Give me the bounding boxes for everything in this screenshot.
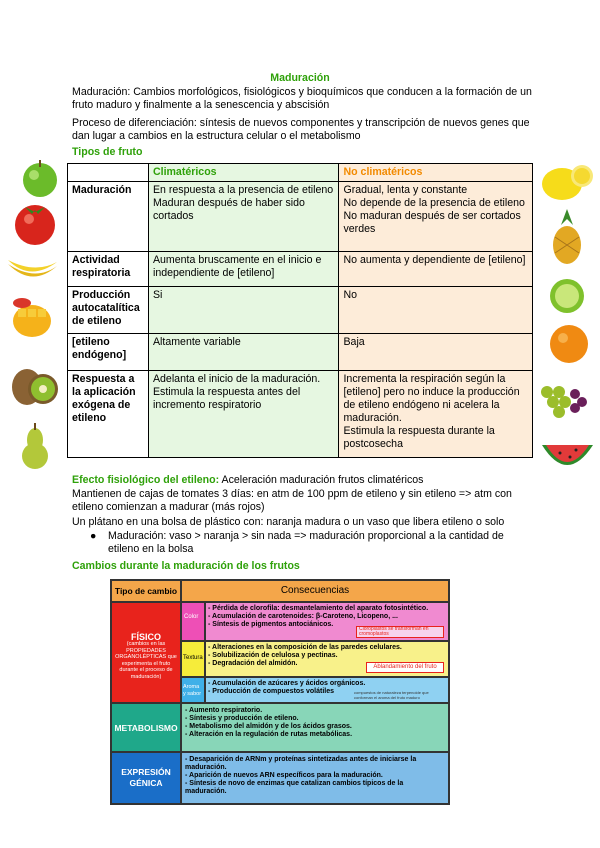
table-row [68,334,533,371]
bullet-icon: ● [90,530,97,542]
definition-paragraph: Maduración: Cambios morfológicos, fisiológicos y bioquímicos que conducen a la formación de un fruto maduro y finalmente a la senescencia y abscisión [72,86,532,111]
aroma-label: Aroma y sabor [181,677,205,703]
banana-icon [5,252,60,287]
expresion-consequences [181,752,449,804]
list-item: - Acumulación de carotenoides: β-Caroteno, Licopeno, ... [208,613,398,620]
lemon-icon [540,156,595,206]
climatericos-cell: Si [148,287,339,334]
climatericos-cell: Aumenta bruscamente en el inicio e independiente de [etileno] [148,252,339,287]
figure-consequences-header: Consecuencias [181,580,449,602]
metabolismo-consequences [181,703,449,752]
climatericos-header: Climatéricos [148,164,339,182]
no-climatericos-header: No climatéricos [339,164,533,182]
table-corner-cell [68,164,149,182]
pear-icon [15,420,55,470]
fisico-sublabel: (cambios en las PROPIEDADES ORGANOLÉPTICAS que experimenta el fruto durante el proceso de maduración) [115,641,177,680]
list-item: - Síntesis de pigmentos antociánicos. [208,621,334,628]
fruit-types-heading: Tipos de fruto [72,146,143,158]
color-label: Color [181,602,205,641]
changes-figure [110,579,450,805]
list-item: - Acumulación de azúcares y ácidos orgánicos. [208,680,366,687]
row-header: [etileno endógeno] [68,334,149,371]
metabolismo-label: METABOLISMO [111,703,181,752]
no-climatericos-cell: No [339,287,533,334]
fruit-types-table [67,163,533,458]
list-item: - Degradación del almidón. [208,660,298,667]
row-header: Respuesta a la aplicación exógena de etileno [68,371,149,458]
tomato-experiment-paragraph: Mantienen de cajas de tomates 3 días: en atm de 100 ppm de etileno y sin etileno => atm con etileno comienzan a madurar (más rojos) [72,488,512,513]
no-climatericos-cell: Incrementa la respiración según la [etileno] pero no induce la producción de etileno endógeno ni acelera la maduración. Estimula la respuesta durante la postcosecha [339,371,533,458]
watermelon-icon [540,435,595,475]
list-item: - Producción de compuestos volátiles [208,688,335,695]
grapes-icon [535,380,590,425]
figure-type-header: Tipo de cambio [111,580,181,602]
table-row [68,371,533,458]
list-item: - Solubilización de celulosa y pectinas. [208,652,338,659]
orange-icon [545,320,593,365]
kiwi-icon [10,365,60,410]
fisico-label: FÍSICO [130,632,161,642]
expresion-label: EXPRESIÓN GÉNICA [111,752,181,804]
mango-icon [8,295,56,343]
table-header-row [68,164,533,182]
climatericos-cell: Adelanta el inicio de la maduración. Estimula la respuesta antes del incremento respiratorio [148,371,339,458]
no-climatericos-cell: No aumenta y dependiente de [etileno] [339,252,533,287]
page-title: Maduración [270,72,330,84]
tomato-icon [10,198,60,248]
list-item: - Síntesis de novo de enzimas que catalizan cambios típicos de la maduración. [185,780,404,795]
ethylene-effect-paragraph [72,474,532,487]
apple-icon [18,158,63,198]
list-item: - Aumento respiratorio. [185,707,263,714]
lime-icon [545,272,590,317]
fisico-cell [111,602,181,703]
row-header: Maduración [68,182,149,252]
ethylene-effect-heading: Efecto fisiológico del etileno: [72,474,220,486]
textura-label: Textura [181,641,205,677]
climatericos-cell: En respuesta a la presencia de etileno Maduran después de haber sido cortados [148,182,339,252]
banana-experiment-paragraph: Un plátano en una bolsa de plástico con: naranja madura o un vaso que libera etileno o solo [72,516,505,528]
aroma-note: compuestos de naturaleza terpenoide que conforman el aroma del fruto maduro [354,690,429,700]
list-item: - Metabolismo del almidón y de los ácidos grasos. [185,723,352,730]
climatericos-cell: Altamente variable [148,334,339,371]
list-item: Maduración: vaso > naranja > sin nada => maduración proporcional a la cantidad de etileno en la bolsa [108,530,504,555]
textura-note: Ablandamiento del fruto [366,662,444,673]
color-note: Cloroplastos se transforman en cromoplastos [356,626,444,638]
table-row [68,252,533,287]
no-climatericos-cell: Baja [339,334,533,371]
table-row [68,182,533,252]
differentiation-paragraph: Proceso de diferenciación: síntesis de nuevos componentes y transcripción de nuevos genes que dan lugar a cambios en la estructura celular o el metabolismo [72,117,530,142]
list-item: - Pérdida de clorofila: desmantelamiento del aparato fotosintético. [208,605,429,612]
row-header: Actividad respiratoria [68,252,149,287]
changes-heading: Cambios durante la maduración de los frutos [72,560,300,572]
list-item: - Alteraciones en la composición de las paredes celulares. [208,644,402,651]
no-climatericos-cell: Gradual, lenta y constante No depende de la presencia de etileno No maduran después de ser cortados verdes [339,182,533,252]
row-header: Producción autocatalítica de etileno [68,287,149,334]
table-row [68,287,533,334]
list-item: - Desaparición de ARNm y proteínas sintetizadas antes de iniciarse la maduración. [185,756,417,771]
list-item: - Síntesis y producción de etileno. [185,715,299,722]
pineapple-icon [545,207,590,267]
list-item: - Aparición de nuevos ARN específicos para la maduración. [185,772,383,779]
ethylene-effect-text: Aceleración maduración frutos climatéricos [219,474,424,486]
list-item: - Alteración en la regulación de rutas metabólicas. [185,731,353,738]
bullet-list [90,530,530,556]
